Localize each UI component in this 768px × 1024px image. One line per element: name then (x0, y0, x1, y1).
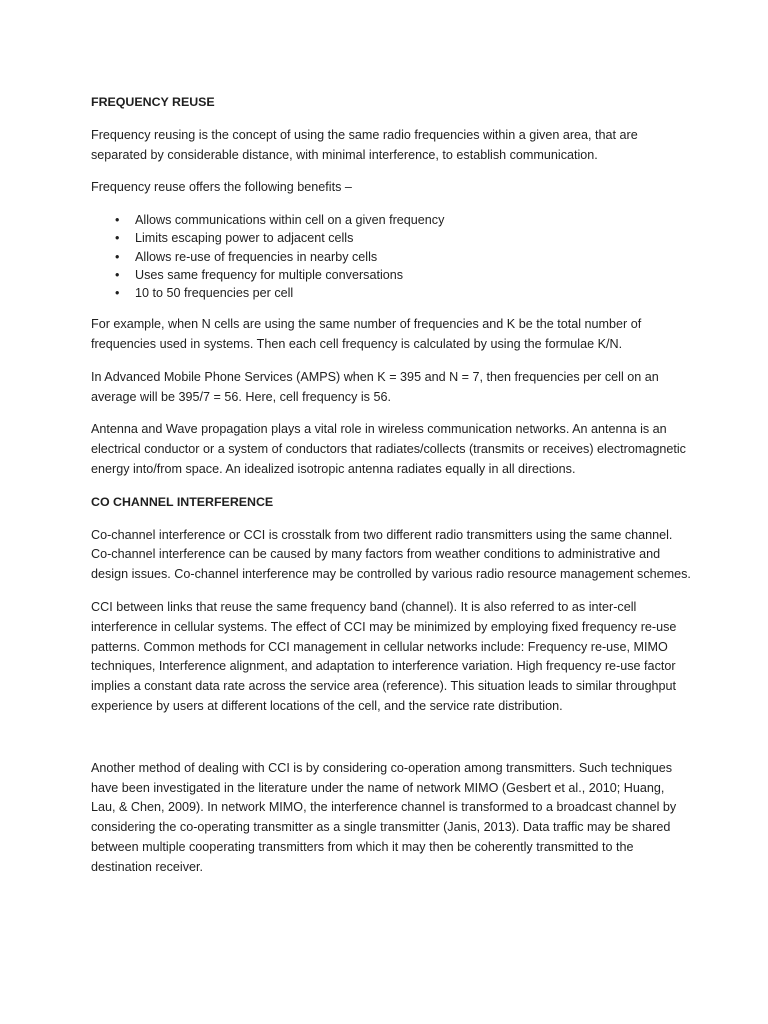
paragraph-antenna: Antenna and Wave propagation plays a vital role in wireless communication networks. An antenna is an electrical conductor or a system of conductors that radiates/collects (transmits or receives) electromagnetic energy into/from space. An idealized isotropic antenna radiates equally in all directions. (91, 422, 686, 476)
paragraph-benefits-intro: Frequency reuse offers the following benefits – (91, 180, 352, 195)
paragraph-cci-definition: Co-channel interference or CCI is crosstalk from two different radio transmitters using the same channel. Co-channel interference can be caused by many factors from weather conditions to administrative and design issues. Co-channel interference may be controlled by various radio resource management schemes. (91, 527, 691, 582)
bullet-icon: • (115, 267, 120, 282)
heading-co-channel-interference: CO CHANNEL INTERFERENCE (91, 494, 274, 509)
bullet-icon: • (115, 249, 120, 264)
bullet-icon: • (115, 231, 120, 246)
list-item-text: Uses same frequency for multiple conversations (135, 267, 404, 282)
list-item (91, 266, 691, 284)
list-item-text: Limits escaping power to adjacent cells (135, 231, 354, 246)
list-item (91, 211, 691, 229)
benefits-list (91, 211, 691, 302)
list-item-text: 10 to 50 frequencies per cell (135, 286, 294, 300)
heading-frequency-reuse: FREQUENCY REUSE (91, 95, 215, 109)
list-item (91, 284, 691, 302)
paragraph-cooperation: Another method of dealing with CCI is by considering co-operation among transmitters. Such techniques have been investigated in the literature under the name of network MIMO (Gesbert et al., 2010; Huang, Lau, & Chen, 2009). In network MIMO, the interference channel is transformed to a broadcast channel by considering the co-operating transmitter as a single transmitter (Janis, 2013). Data traffic may be shared between multiple cooperating transmitters from which it may then be coherently transmitted to the destination receiver. (91, 760, 677, 874)
list-item (91, 248, 691, 266)
paragraph-definition: Frequency reusing is the concept of using the same radio frequencies within a given area, that are separated by considerable distance, with minimal interference, to establish communication. (91, 127, 638, 162)
paragraph-spacer (91, 730, 691, 759)
list-item-text: Allows re-use of frequencies in nearby cells (135, 249, 378, 264)
list-item-text: Allows communications within cell on a given frequency (135, 213, 445, 228)
bullet-icon: • (115, 213, 120, 228)
bullet-icon: • (115, 286, 120, 300)
paragraph-example: For example, when N cells are using the same number of frequencies and K be the total number of frequencies used in systems. Then each cell frequency is calculated by using the formulae K/N. (91, 317, 642, 351)
paragraph-amps: In Advanced Mobile Phone Services (AMPS) when K = 395 and N = 7, then frequencies per cell on an average will be 395/7 = 56. Here, cell frequency is 56. (91, 369, 659, 404)
list-item (91, 229, 691, 247)
paragraph-cci-links: CCI between links that reuse the same frequency band (channel). It is also referred to as inter-cell interference in cellular systems. The effect of CCI may be minimized by employing fixed frequency re-use patterns. Common methods for CCI management in cellular networks include: Frequency re-use, MIMO techniques, Interference alignment, and adaptation to interference variation. High frequency re-use factor implies a constant data rate across the service area (reference). This situation leads to similar throughput experience by users at different locations of the cell, and the service rate distribution. (91, 599, 677, 713)
document-body (91, 93, 691, 891)
